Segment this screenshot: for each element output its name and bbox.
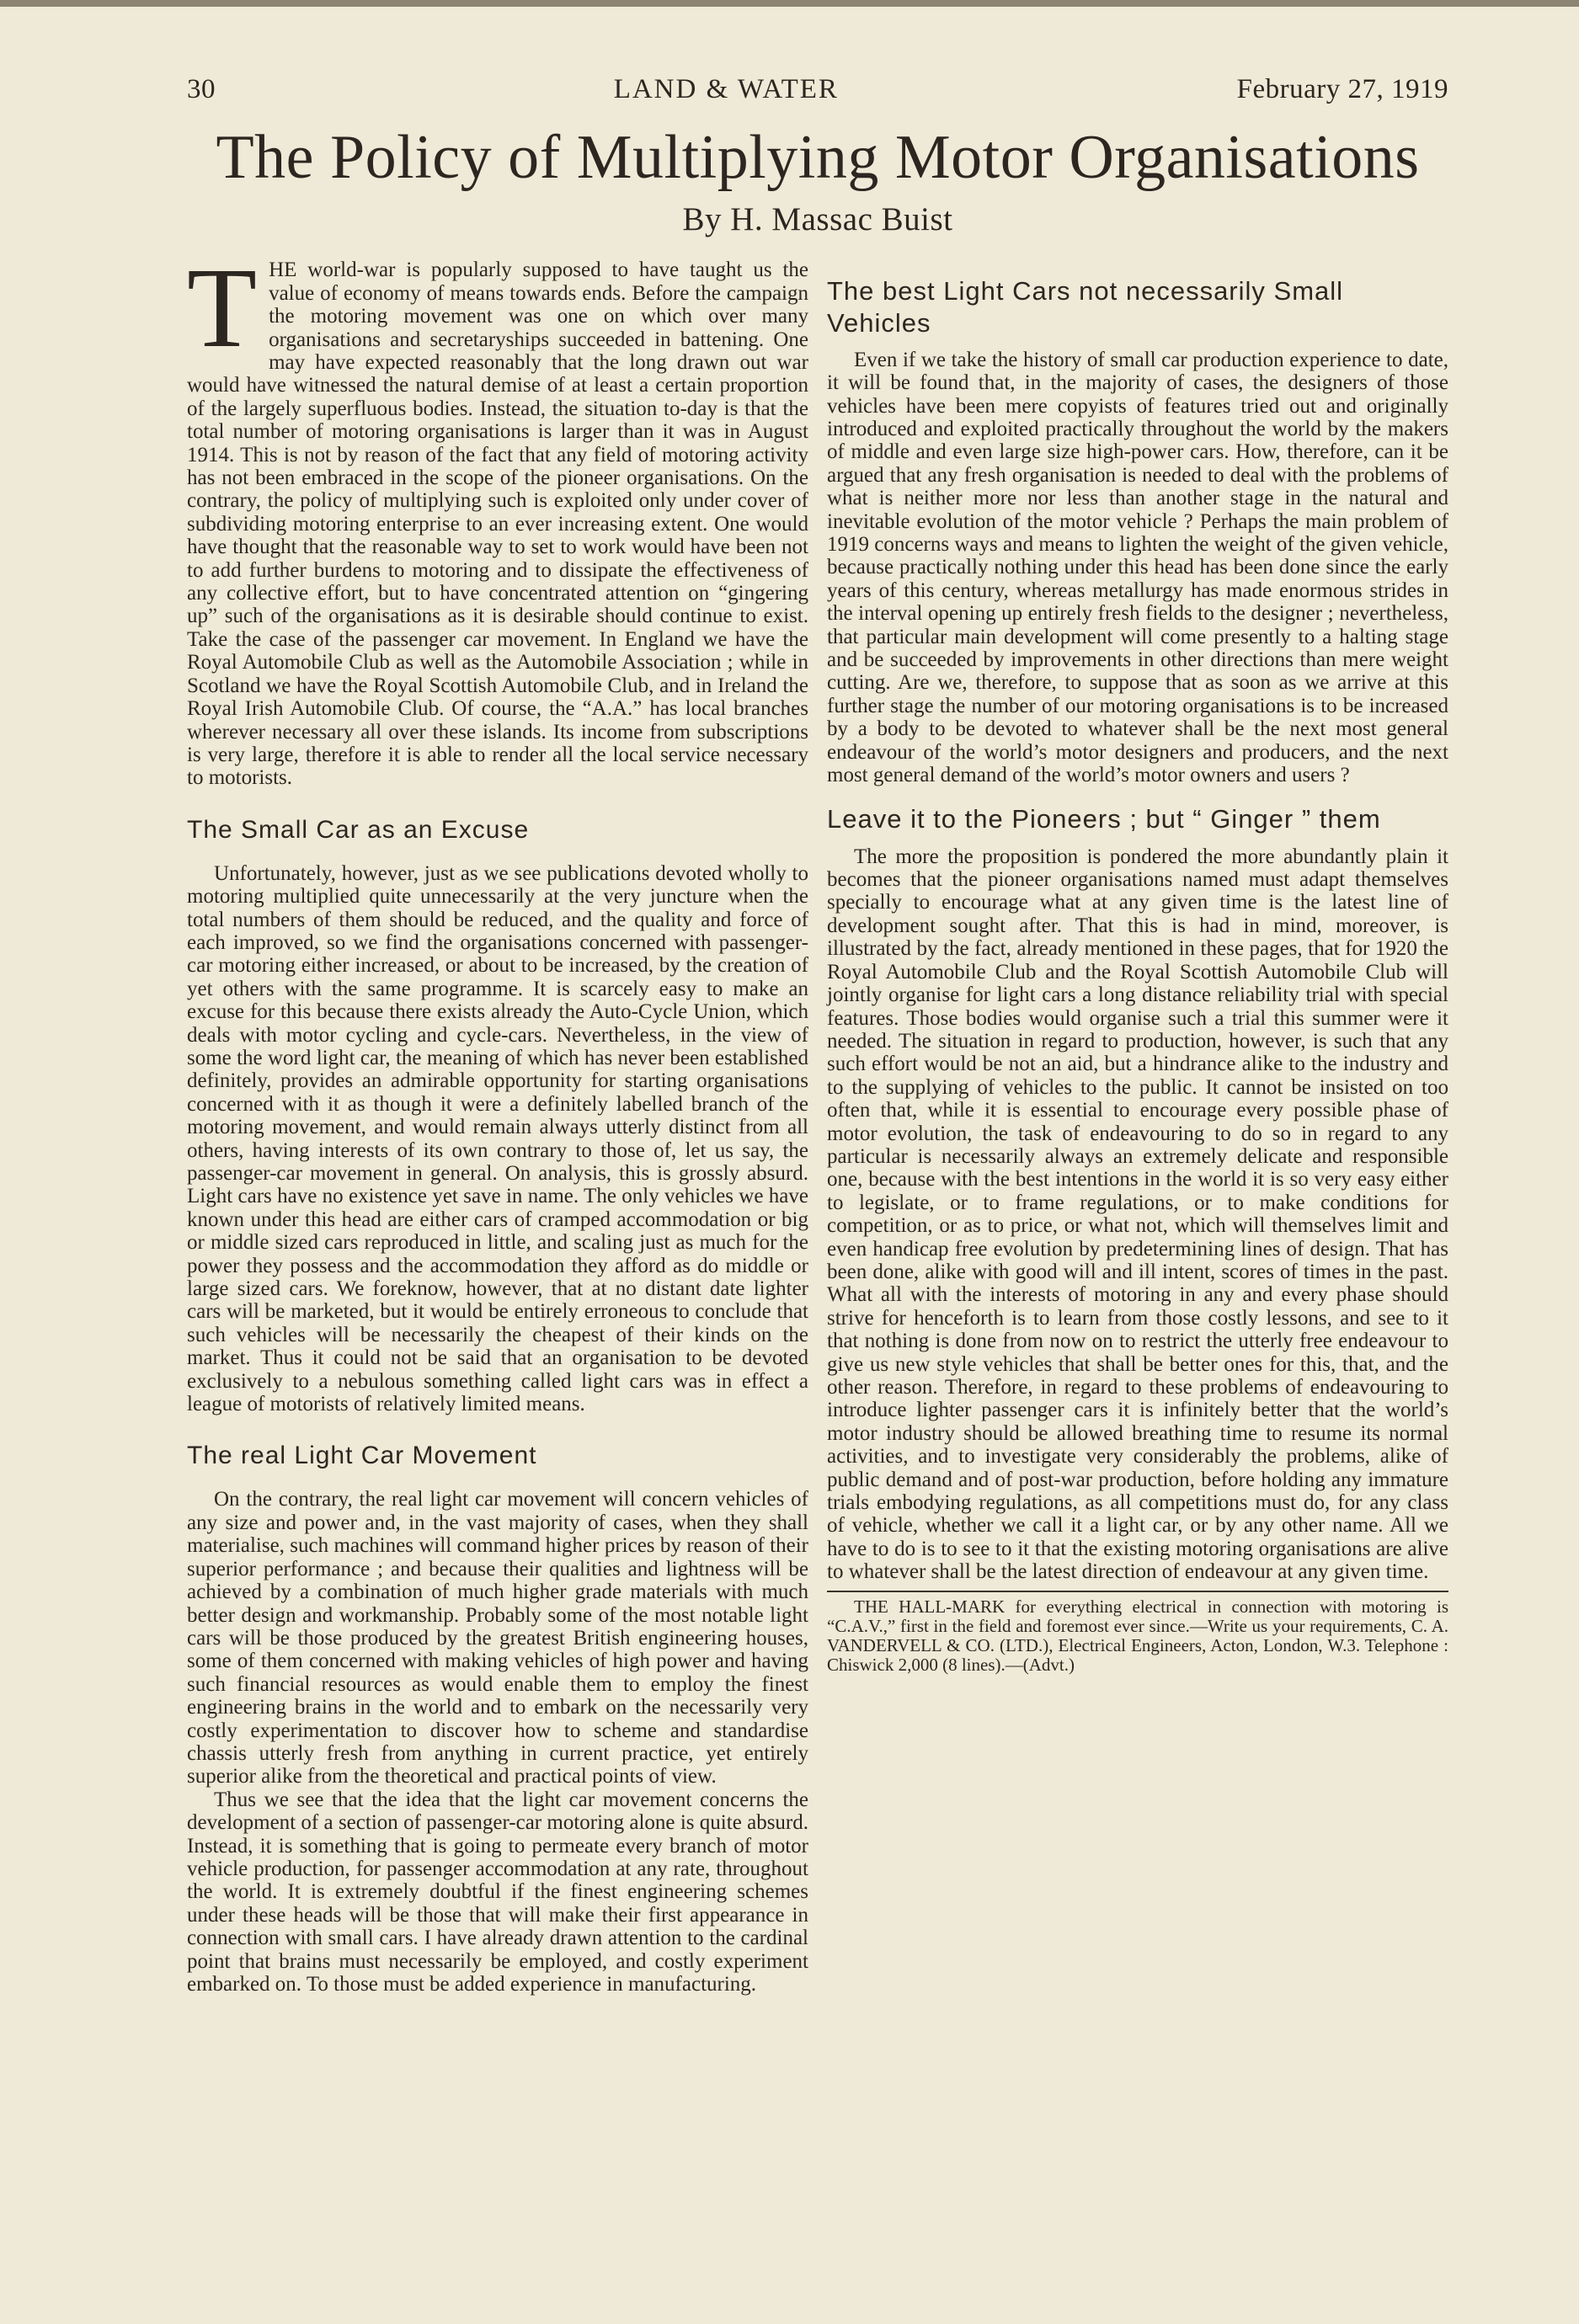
section-paragraph-best-light-cars: Even if we take the history of small car production experience to date, it will be found that, in the majority of cases, the designers of those vehicles have been mere copyists of features tried out and originally introduced and exploited practically throughout the world by the makers of middle and even large size high-power cars. How, therefore, can it be argued that any fresh organisation is needed to deal with the problems of what is neither more nor less than another stage in the natural and inevitable evolution of the motor vehicle ? Perhaps the main problem of 1919 concerns ways and means to lighten the weight of the given vehicle, because practically nothing under this head has been done since the early years of this century, whereas metallurgy has made enormous strides in the interval opening up entirely fresh fields to the designer ; nevertheless, that particular main development will come presently to a halting stage and be succeeded by improvements in other directions than mere weight cutting. Are we, therefore, to suppose that as soon as we arrive at this further stage the number of our motoring organisations is to be increased by a body to be devoted to whatever shall be the next most general endeavour of the world’s motor designers and producers, and the next most general demand of the world’s motor owners and users ? — [827, 348, 1448, 787]
section-paragraph-idea-absurd: Thus we see that the idea that the light car movement concerns the development of a section of passenger-car motoring alone is quite absurd. Instead, it is something that is going to permeate every branch of motor vehicle production, for passenger accommodation at any rate, throughout the world. It is extremely doubtful if the finest engineering schemes under these heads will be those that will make their first appearance in connection with small cars. I have already drawn attention to the cardinal point that brains must necessarily be employed, and costly experiment embarked on. To those must be added experience in manufacturing. — [187, 1788, 808, 1996]
section-heading-real-light-car: The real Light Car Movement — [187, 1442, 537, 1470]
right-column — [827, 259, 1448, 1996]
advertisement — [827, 1591, 1448, 1675]
page-number: 30 — [187, 74, 216, 104]
article-byline: By H. Massac Buist — [682, 201, 953, 238]
section-paragraph-pioneers: The more the proposition is pondered the more abundantly plain it becomes that the pioneer organisations named must adapt themselves specially to encourage what at any given time is the latest line of development sought after. That this is had in mind, moreover, is illustrated by the fact, already mentioned in these pages, that for 1920 the Royal Automobile Club and the Royal Scottish Automobile Club will jointly organise for light cars a long distance reliability trial with special features. Those bodies would organise such a trial this summer were it needed. The situation in regard to production, however, is such that any such effort would be not an aid, but a hindrance alike to the industry and to the supplying of vehicles to the public. It cannot be insisted on too often that, while it is essential to encourage every possible phase of motor evolution, the task of endeavouring to do so in regard to any particular is necessarily always an extremely delicate and responsible one, because with the best intentions in the world it is so very easy either to legislate, or to frame regulations, or to make conditions for competition, or as to price, or what not, which will themselves limit and even handicap free evolution by predetermining lines of design. That has been done, alike with good will and ill intent, scores of times in the past. What all with the interests of motoring in any and every phase should strive for henceforth is to learn from those costly lessons, and see to it that nothing is done from now on to restrict the utterly free endeavour to give us new style vehicles that shall be better ones for this, that, and the other reason. Therefore, in regard to these problems of endeavouring to introduce lighter passenger cars it is infinitely better that the world’s motor industry should be allowed breathing time to resume its normal activities, and to investigate very considerably the problems, alike of public demand and of post-war production, before holding any immature trials embodying regulations, as all competitions must do, for any class of vehicle, whether we call it a light car, or by any other name. All we have to do is to see to it that the existing motoring organisations are alive to whatever shall be the latest direction of endeavour at any given time. — [827, 845, 1448, 1584]
magazine-name: LAND & WATER — [613, 74, 839, 104]
article-title: The Policy of Multiplying Motor Organisations — [216, 123, 1420, 192]
intro-paragraph — [187, 245, 808, 790]
advertisement-text: THE HALL-MARK for everything electrical in connection with motoring is “C.A.V.,” first in the field and foremost ever since.—Write us your requirements, C. A. VANDERVELL & CO. (LTD.), Electrical Engineers, Acton, London, W.3. Telephone : Chiswick 2,000 (8 lines).—(Advt.) — [827, 1596, 1448, 1675]
drop-cap: T — [187, 245, 258, 372]
left-column — [187, 245, 808, 1996]
section-heading-pioneers: Leave it to the Pioneers ; but “ Ginger ” them — [827, 804, 1381, 834]
top-rule — [0, 0, 1579, 7]
article-columns — [187, 245, 1448, 1996]
issue-date: February 27, 1919 — [1236, 74, 1448, 104]
running-head — [187, 74, 1448, 105]
intro-text: HE world-war is popularly supposed to have taught us the value of economy of means towards ends. Before the campaign the motoring movement was one on which over many organisations and secretaryships succeeded in battening. One may have expected reasonably that the long drawn out war would have witnessed the natural demise of at least a certain proportion of the largely superfluous bodies. Instead, the situation to-day is that the total number of motoring organisations is larger than it was in August 1914. This is not by reason of the fact that any field of motoring activity has not been embraced in the scope of the pioneer organisations. On the contrary, the policy of multiplying such is exploited only under cover of subdividing motoring enterprise to an ever increasing extent. One would have thought that the reasonable way to set to work would have been not to add further burdens to motoring and to dissipate the effectiveness of any collective effort, but to have concentrated attention on “gingering up” such of the organisations as it is desirable should continue to exist. Take the case of the passenger car movement. In England we have the Royal Automobile Club as well as the Automobile Association ; while in Scotland we have the Royal Scottish Automobile Club, and in Ireland the Royal Irish Automobile Club. Of course, the “A.A.” has local branches wherever necessary all over these islands. Its income from subscriptions is very large, therefore it is able to render all the local service necessary to motorists. — [187, 259, 808, 790]
section-heading-small-car: The Small Car as an Excuse — [187, 815, 530, 844]
section-paragraph-small-car: Unfortunately, however, just as we see publications devoted wholly to motoring multiplied quite unnecessarily at the very juncture when the total numbers of them should be reduced, and the quality and force of each improved, so we find the organisations concerned with passenger-car motoring either increased, or about to be increased, by the creation of yet others with the same programme. It is scarcely easy to make an excuse for this because there exists already the Auto-Cycle Union, which deals with motor cycling and cycle-cars. Nevertheless, in the view of some the word light car, the meaning of which has never been established definitely, provides an admirable opportunity for starting organisations concerned with it as though it were a definitely labelled branch of the motoring movement, and would remain always utterly distinct from all others, having interests of its own contrary to those of, let us say, the passenger-car movement in general. On analysis, this is grossly absurd. Light cars have no existence yet save in name. The only vehicles we have known under this head are either cars of cramped accommodation or big or middle sized cars reproduced in little, and scaling just as much for the power they possess and the accommodation they afford as do middle or large sized cars. We foreknow, however, that at no distant date lighter cars will be marketed, but it would be entirely erroneous to conclude that such vehicles will be necessarily the cheapest of their kinds on the market. Thus it could not be said that an organisation to be devoted exclusively to a nebulous something called light cars was in effect a league of motorists of relatively limited means. — [187, 861, 808, 1416]
section-heading-best-light-cars: The best Light Cars not necessarily Small Vehicles — [827, 276, 1344, 338]
section-paragraph-real-light-car: On the contrary, the real light car movement will concern vehicles of any size and power and, in the vast majority of cases, when they shall materialise, such machines will command higher prices by reason of their superior performance ; and because their qualities and lightness will be achieved by a combination of much higher grade materials with much better design and workmanship. Probably some of the most notable light cars will be those produced by the greatest British engineering houses, some of them concerned with making vehicles of high power and having such financial resources as would enable them to employ the finest engineering brains in the world and to embark on the necessarily very costly experimentation to discover how to scheme and standardise chassis utterly fresh from anything in current practice, yet entirely superior alike from the theoretical and practical points of view. — [187, 1488, 808, 1788]
